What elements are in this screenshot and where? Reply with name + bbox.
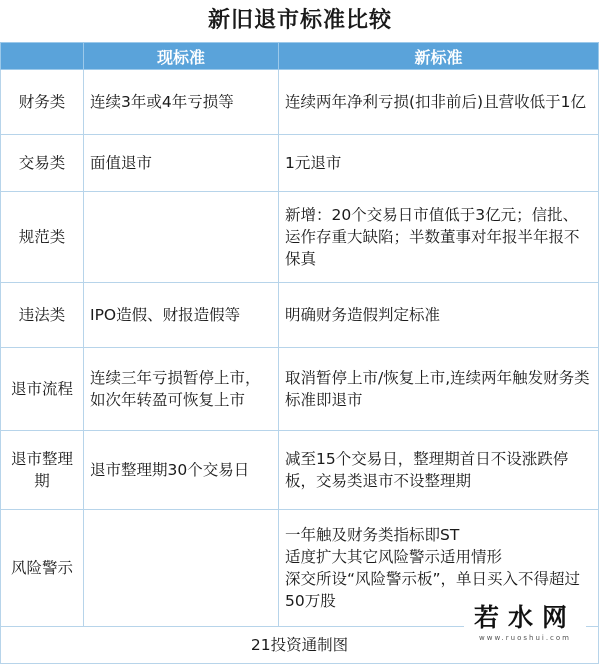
row-category: 退市整理期 [1,431,84,510]
row-category: 交易类 [1,135,84,192]
row-category: 风险警示 [1,510,84,627]
row-category: 违法类 [1,283,84,348]
current-standard-cell [84,510,279,627]
new-standard-cell: 连续两年净利亏损(扣非前后)且营收低于1亿 [279,70,599,135]
table-row [1,70,599,135]
new-standard-cell: 明确财务造假判定标准 [279,283,599,348]
new-standard-line: 一年触及财务类指标即ST [285,526,460,544]
header-new-standard: 新标准 [279,43,599,70]
current-standard-cell: IPO造假、财报造假等 [84,283,279,348]
table-row [1,348,599,431]
new-standard-cell: 新增：20个交易日市值低于3亿元；信批、运作存重大缺陷；半数董事对年报半年报不保真 [279,192,599,283]
watermark-text: 若水网 [473,603,576,632]
row-category: 财务类 [1,70,84,135]
current-standard-cell: 退市整理期30个交易日 [84,431,279,510]
current-standard-cell: 面值退市 [84,135,279,192]
table-row [1,283,599,348]
current-standard-cell [84,192,279,283]
current-standard-cell: 连续3年或4年亏损等 [84,70,279,135]
row-category: 退市流程 [1,348,84,431]
new-standard-cell: 1元退市 [279,135,599,192]
table-row [1,192,599,283]
new-standard-cell: 减至15个交易日，整理期首日不设涨跌停板，交易类退市不设整理期 [279,431,599,510]
watermark-subtext: www.ruoshui.com [479,634,571,642]
comparison-table [0,42,599,664]
source-credit: 21投资通制图 [1,627,599,664]
header-current-standard: 现标准 [84,43,279,70]
new-standard-line: 深交所设“风险警示板”，单日买入不得超过50万股 [285,570,581,610]
page-title: 新旧退市标准比较 [207,8,392,33]
current-standard-cell: 连续三年亏损暂停上市，如次年转盈可恢复上市 [84,348,279,431]
table-row [1,431,599,510]
new-standard-line: 适度扩大其它风险警示适用情形 [285,548,503,566]
table-header-row [1,43,599,70]
new-standard-cell: 取消暂停上市/恢复上市,连续两年触发财务类标准即退市 [279,348,599,431]
table-row [1,135,599,192]
watermark-logo [464,603,586,645]
header-category [1,43,84,70]
row-category: 规范类 [1,192,84,283]
